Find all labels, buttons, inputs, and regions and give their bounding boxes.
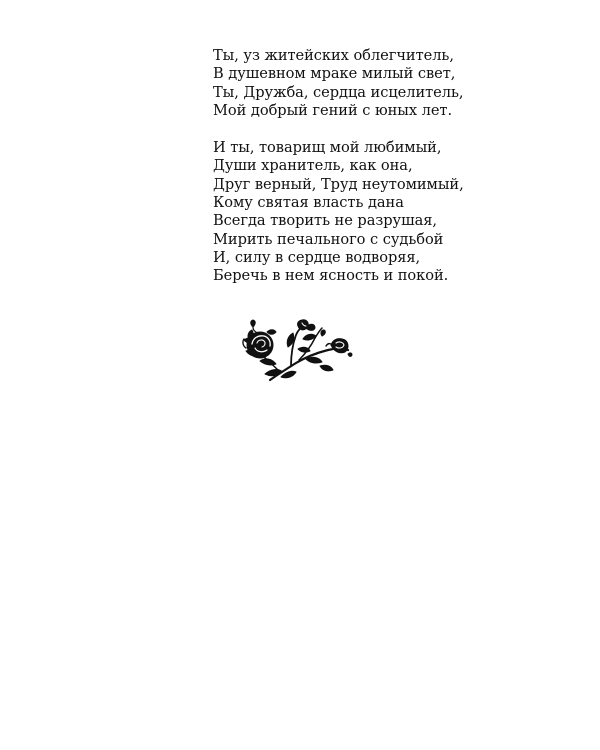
stanza-2 (213, 139, 473, 285)
poem (213, 47, 473, 286)
poem-line: И, силу в сердце водворяя, (213, 248, 421, 266)
poem-line: И ты, товарищ мой любимый, (213, 139, 442, 157)
poem-line: Друг верный, Труд неутомимый, (213, 175, 464, 193)
poem-line: Кому святая власть дана (213, 194, 404, 212)
stanza-1 (213, 47, 473, 120)
poem-line: Мой добрый гений с юных лет. (213, 101, 453, 119)
poem-line: Ты, Дружба, сердца исцелитель, (213, 83, 464, 101)
poem-line: Мирить печального с судьбой (213, 230, 444, 248)
flower-vignette-svg (236, 318, 354, 384)
poem-line: Всегда творить не разрушая, (213, 212, 438, 230)
poem-line: Беречь в нем ясность и покой. (213, 267, 449, 285)
flower-vignette-icon (236, 318, 354, 384)
poem-line: Ты, уз житейских облегчитель, (213, 47, 454, 64)
poem-line: Души хранитель, как она, (213, 157, 413, 175)
poem-line: В душевном мраке милый свет, (213, 65, 456, 83)
